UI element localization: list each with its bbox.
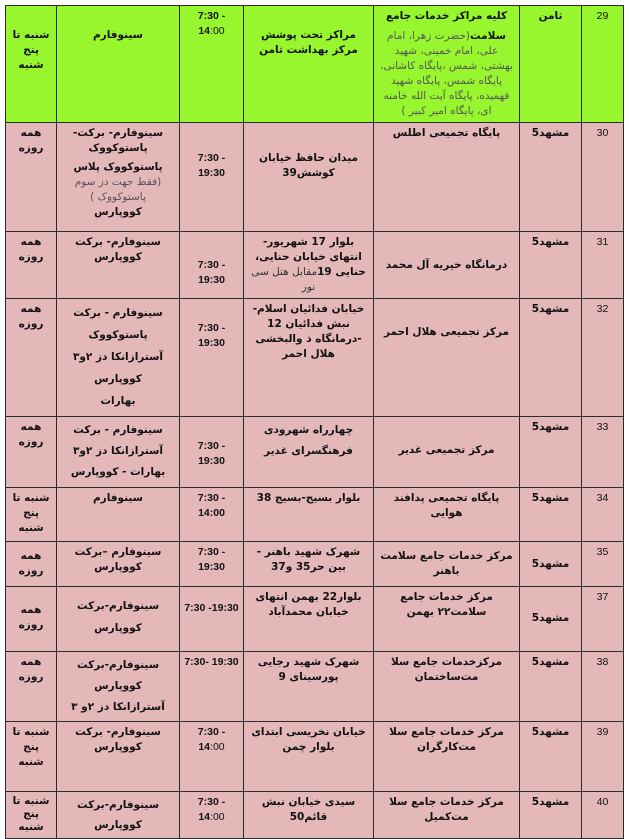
vaccine-line: کووپارس — [94, 373, 142, 385]
vaccine-cell — [57, 587, 180, 652]
center-cell: درمانگاه خیریه آل محمد — [374, 232, 520, 299]
address-note: مقابل هتل سی نور — [251, 266, 318, 293]
vaccine-line: سینوفارم-برکت — [76, 600, 160, 612]
hours-cell: 7:30 -19:30 — [180, 587, 244, 652]
row-number: 38 — [582, 652, 624, 722]
city-cell: مشهد5 — [520, 417, 582, 488]
center-cell: مرکزخدمات جامع سلا مت‌ساختمان — [374, 652, 520, 722]
vaccine-cell — [57, 792, 180, 839]
days-cell: شنبه تا پنج شنبه — [6, 6, 57, 123]
vaccine-line: آسترازانکا دز ۲و ۳ — [71, 701, 165, 713]
center-cell: مرکز تجمیعی غدیر — [374, 417, 520, 488]
days-cell: همه روزه — [6, 232, 57, 299]
address-line: فرهنگسرای غدیر — [264, 445, 353, 457]
row-number: 32 — [582, 299, 624, 417]
vaccine-line: آسترازانکا دز ۲و۳ — [72, 351, 164, 363]
city-cell: ثامن — [520, 6, 582, 123]
address-cell: بلوار22 بهمن انتهای خیابان محمدآباد — [244, 587, 374, 652]
hours-cell: 7:30 - 19:30 — [180, 542, 244, 587]
center-cell: پایگاه تجمیعی اطلس — [374, 123, 520, 232]
vaccine-line: آسترازانکا دز ۲و۳ — [72, 445, 164, 457]
days-cell: همه روزه — [6, 587, 57, 652]
address-cell: بلوار بسیج-بسیج 38 — [244, 488, 374, 542]
address-cell: شهرک شهید رجایی پورسینای 9 — [244, 652, 374, 722]
city-cell: مشهد5 — [520, 299, 582, 417]
row-number: 40 — [582, 792, 624, 839]
address-cell — [244, 417, 374, 488]
address-cell: خیابان فدائیان اسلام-نبش فدائیان 12 -درمانگاه ذ والبخشی هلال احمر — [244, 299, 374, 417]
vaccine-line: سینوفارم- برکت — [75, 236, 161, 248]
vaccine-cell — [57, 542, 180, 587]
table-row — [6, 417, 624, 488]
address-cell: مراکز تحت پوشش مرکز بهداشت ثامن — [244, 6, 374, 123]
address-line: چهارراه شهرودی — [263, 424, 354, 436]
vaccine-line: پاستوکووک پلاس — [73, 161, 163, 173]
hours-end-rest: :00 — [210, 811, 225, 823]
center-title: کلیه مراکز خدمات جامع — [385, 10, 508, 22]
address-cell: میدان حافظ خیابان کوشش39 — [244, 123, 374, 232]
table-row — [6, 488, 624, 542]
vaccine-line: کووپارس — [94, 251, 142, 263]
hours-start: 7:30 - — [197, 10, 226, 22]
hours-cell: 7:30 - 19:30 — [180, 417, 244, 488]
row-number: 33 — [582, 417, 624, 488]
vaccine-line: پاستوکووک — [88, 142, 148, 154]
table-row — [6, 792, 624, 839]
hours-cell: 7:30 - 19:30 — [180, 123, 244, 232]
center-cell: مرکز خدمات جامع سلامت باهنر — [374, 542, 520, 587]
vaccine-line: سینوفارم-برکت — [76, 659, 160, 671]
table-row-29 — [6, 6, 624, 123]
row-number: 31 — [582, 232, 624, 299]
days-cell: شنبه تا پنج شنبه — [6, 488, 57, 542]
hours-cell: 7:30 - 19:30 — [180, 299, 244, 417]
vaccine-line: سینوفارم- برکت — [75, 726, 161, 738]
vaccine-note: (فقط جهت دز سوم پاستوکووک ) — [74, 176, 162, 203]
vaccine-cell — [57, 299, 180, 417]
vaccine-line: کووپارس — [94, 819, 142, 831]
city-cell: مشهد5 — [520, 542, 582, 587]
row-number: 30 — [582, 123, 624, 232]
vaccine-line: سینوفارم-برکت — [76, 799, 160, 811]
address-cell: خیابان نخریسی ابتدای بلوار چمن — [244, 722, 374, 792]
table-row — [6, 542, 624, 587]
hours-cell — [180, 722, 244, 792]
days-cell: همه روزه — [6, 417, 57, 488]
vaccine-cell — [57, 232, 180, 299]
hours-end-bold: 14 — [198, 811, 211, 823]
vaccine-line: سینوفارم- برکت- — [72, 127, 164, 139]
center-cell: پایگاه تجمیعی پدافند هوایی — [374, 488, 520, 542]
days-cell: شنبه تا پنج شنبه — [6, 722, 57, 792]
vaccine-line: سینوفارم - برکت — [73, 424, 163, 436]
hours-cell: 7:30- 19:30 — [180, 652, 244, 722]
hours-start: 7:30 - — [197, 796, 226, 808]
days-cell: شنبه تا پنج شنبه — [6, 792, 57, 839]
hours-end-bold: 14 — [198, 741, 211, 753]
hours-end-rest: :00 — [210, 741, 225, 753]
vaccine-line: بهارات - کووپارس — [70, 466, 166, 478]
vaccine-cell — [57, 417, 180, 488]
table-row — [6, 652, 624, 722]
days-cell: همه روزه — [6, 542, 57, 587]
days-cell: همه روزه — [6, 123, 57, 232]
vaccine-line: کووپارس — [94, 206, 142, 218]
city-cell: مشهد5 — [520, 488, 582, 542]
city-cell: مشهد5 — [520, 722, 582, 792]
address-cell: سیدی خیابان نبش قائم50 — [244, 792, 374, 839]
vaccine-line: پاستوکووک — [88, 329, 148, 341]
vaccine-line: سینوفارم –برکت — [74, 546, 162, 558]
hours-cell: 7:30 - 19:30 — [180, 232, 244, 299]
vaccine-cell — [57, 652, 180, 722]
center-detail: (حضرت زهرا، امام علی، امام خمینی، شهید بهشتی، شمس ،پایگاه کاشانی، پایگاه شمس، پایگاه شهید فهمیده، پایگاه آیت الله خامنه ای، پایگاه امیر کبیر ) — [380, 30, 513, 117]
vaccine-line: بهارات — [100, 395, 136, 407]
row-number: 39 — [582, 722, 624, 792]
row-number: 35 — [582, 542, 624, 587]
city-cell: مشهد5 — [520, 123, 582, 232]
days-cell: همه روزه — [6, 652, 57, 722]
center-cell: مرکز خدمات جامع سلا مت‌کارگران — [374, 722, 520, 792]
vaccine-line: کووپارس — [94, 680, 142, 692]
vaccine-cell — [57, 123, 180, 232]
vaccination-centers-table — [5, 5, 624, 839]
center-cell: مرکز تجمیعی هلال احمر — [374, 299, 520, 417]
hours-start: 7:30 - — [197, 726, 226, 738]
address-cell — [244, 232, 374, 299]
hours-cell — [180, 792, 244, 839]
center-cell: مرکز خدمات جامع سلا مت‌کمیل — [374, 792, 520, 839]
city-cell: مشهد5 — [520, 652, 582, 722]
vaccine-cell — [57, 722, 180, 792]
city-cell: مشهد5 — [520, 232, 582, 299]
table-row — [6, 299, 624, 417]
vaccine-line: کووپارس — [94, 622, 142, 634]
row-number: 34 — [582, 488, 624, 542]
table-row — [6, 587, 624, 652]
address-cell: شهرک شهید باهنر - بین حر35 و37 — [244, 542, 374, 587]
vaccine-cell: سینوفارم — [57, 6, 180, 123]
center-bold: سلامت — [470, 30, 506, 42]
hours-cell — [180, 6, 244, 123]
table-row — [6, 123, 624, 232]
days-cell: همه روزه — [6, 299, 57, 417]
city-cell: مشهد5 — [520, 792, 582, 839]
vaccine-line: کووپارس — [94, 561, 142, 573]
hours-end-bold: 14 — [198, 25, 211, 37]
hours-cell: 7:30 - 14:00 — [180, 488, 244, 542]
vaccine-line: کووپارس — [94, 741, 142, 753]
row-number: 37 — [582, 587, 624, 652]
center-cell: مرکز خدمات جامع سلامت۲۲ بهمن — [374, 587, 520, 652]
city-cell: مشهد5 — [520, 587, 582, 652]
address-text: بلوار 17 شهریور-انتهای خیابان حنایی، حنایی 19 — [255, 236, 366, 278]
center-cell — [374, 6, 520, 123]
hours-end-rest: :00 — [210, 25, 225, 37]
vaccine-cell: سینوفارم — [57, 488, 180, 542]
vaccine-line: سینوفارم - برکت — [73, 307, 163, 319]
table-row — [6, 722, 624, 792]
table-row — [6, 232, 624, 299]
row-number: 29 — [582, 6, 624, 123]
